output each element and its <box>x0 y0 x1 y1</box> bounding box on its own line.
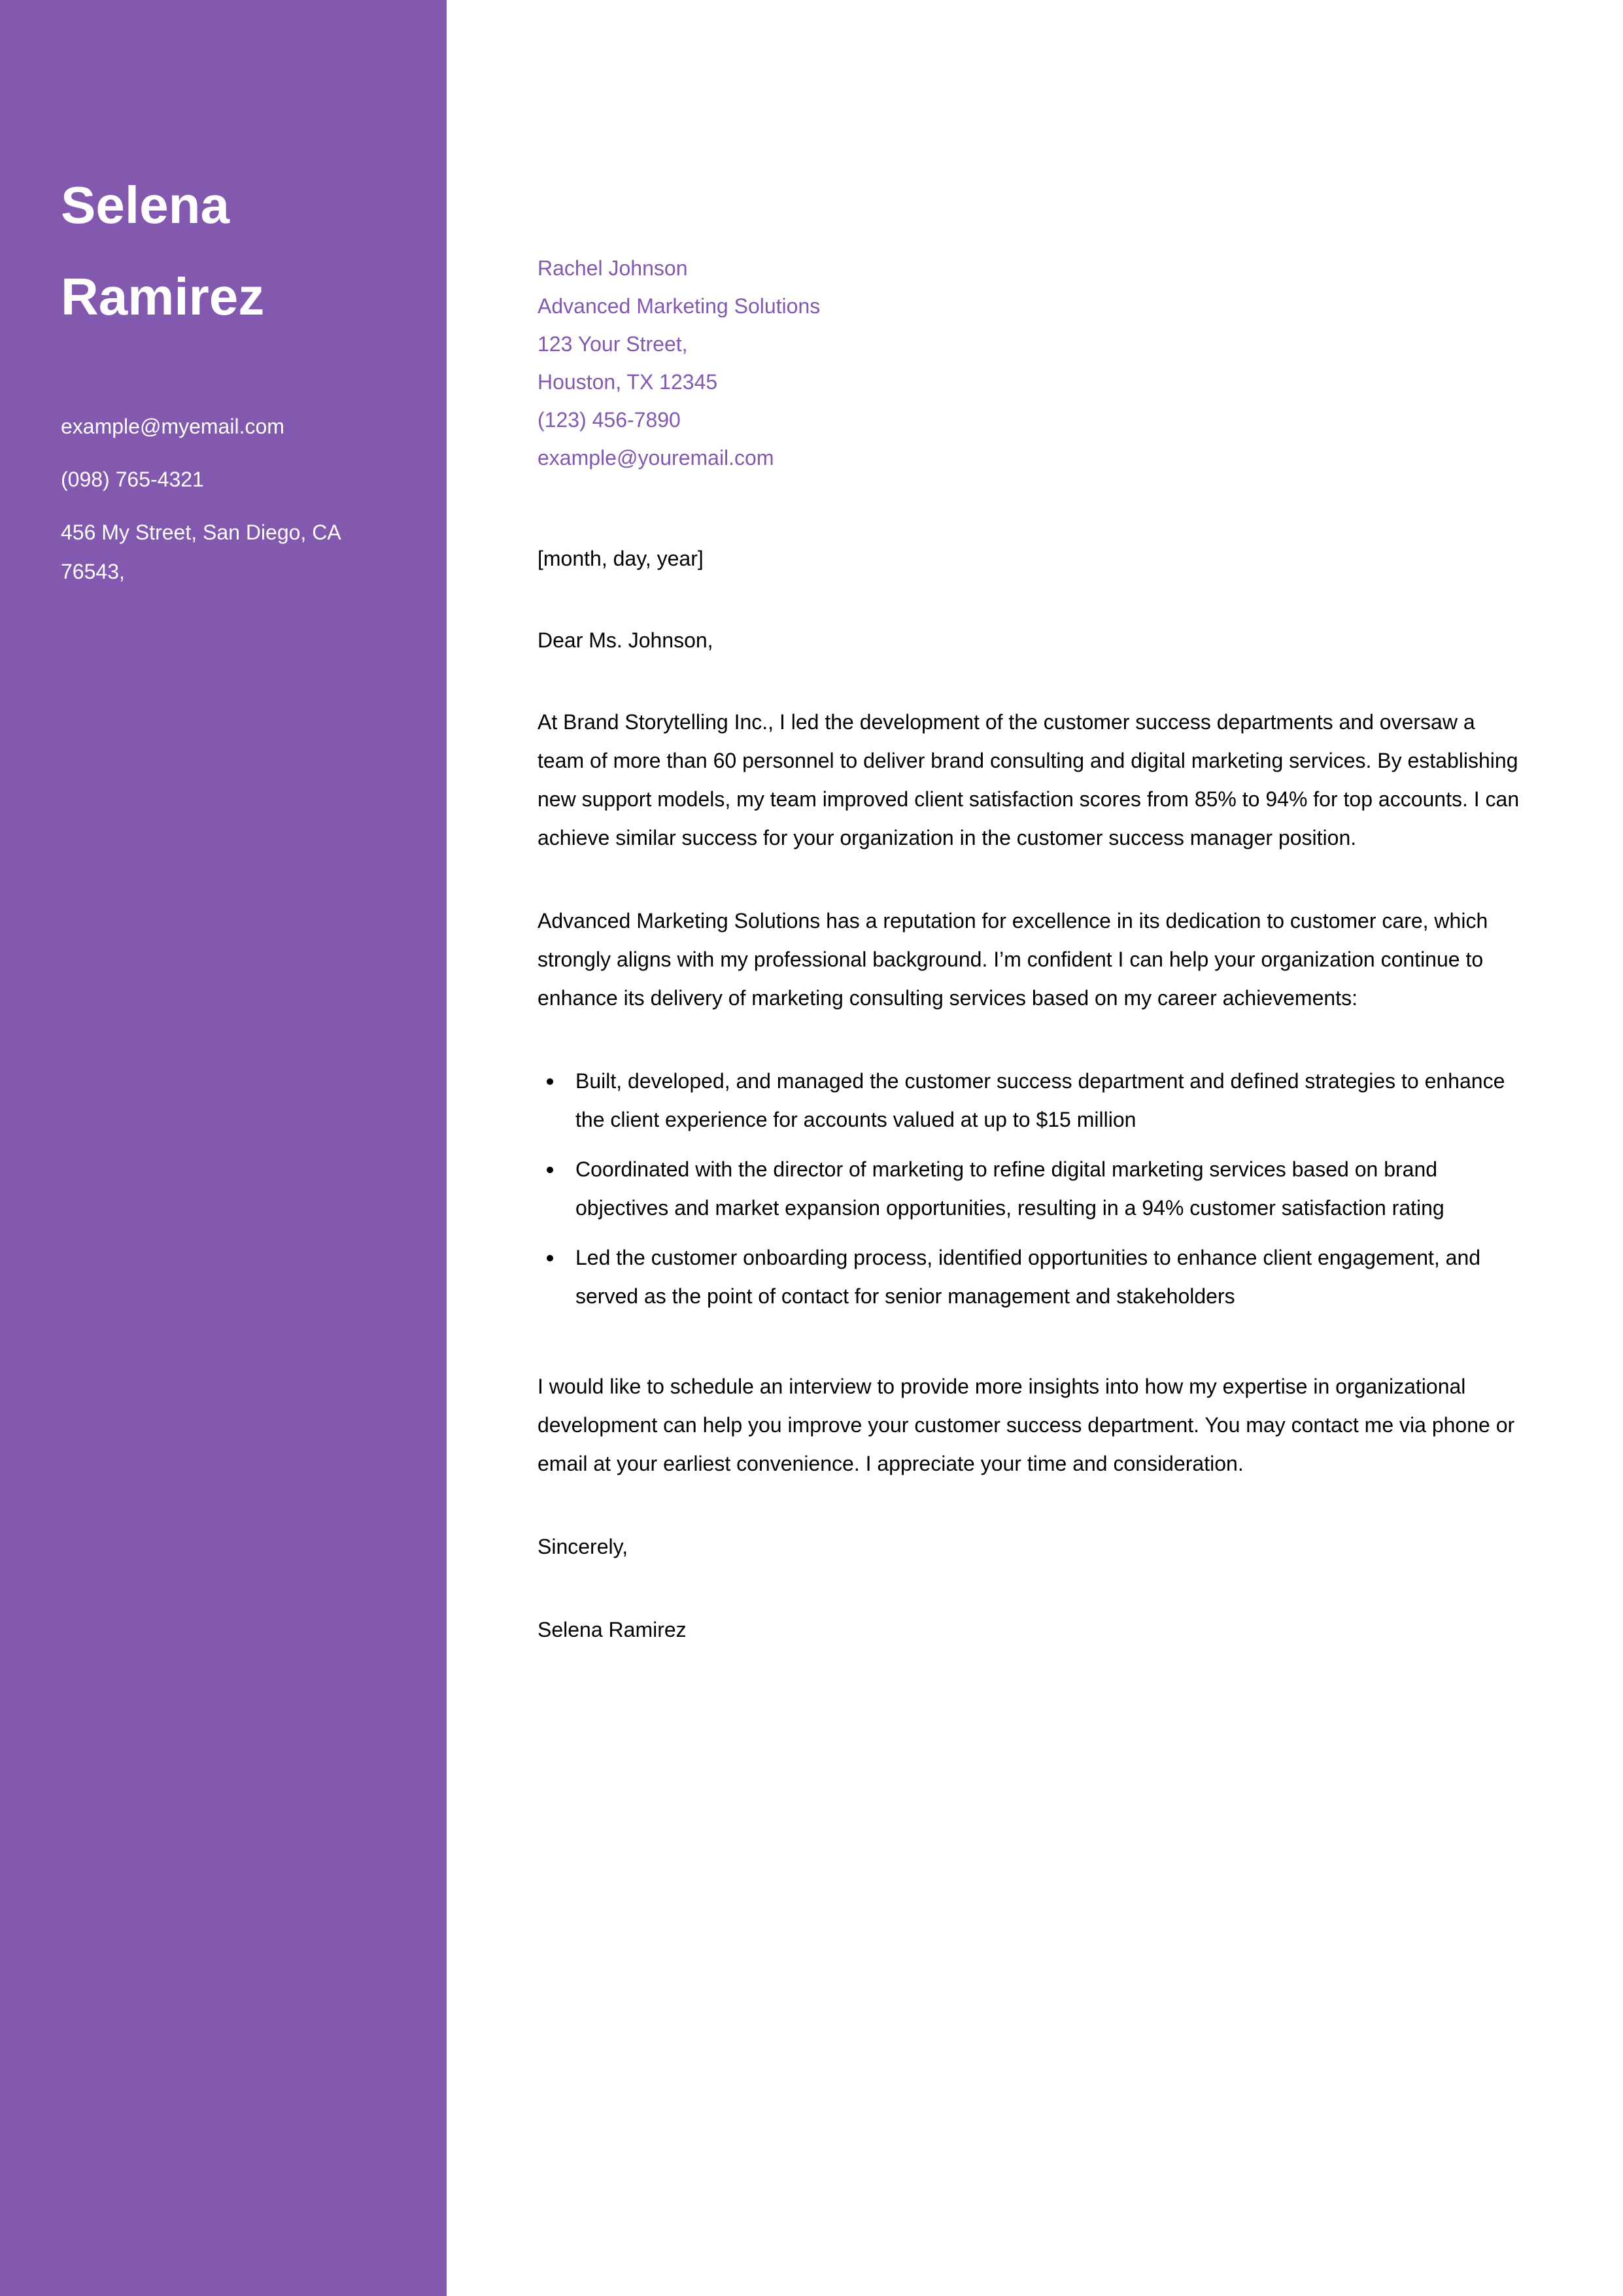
letter-date: [month, day, year] <box>538 547 704 570</box>
list-item <box>538 1062 1525 1139</box>
sender-last-name: Ramirez <box>61 267 265 326</box>
recipient-street: 123 Your Street, <box>538 332 688 356</box>
recipient-name: Rachel Johnson <box>538 256 688 280</box>
list-item-text: Led the customer onboarding process, identified opportunities to enhance client engagement, and served as the point of contact for senior management and stakeholders <box>575 1246 1481 1308</box>
letter-paragraph-1: At Brand Storytelling Inc., I led the development of the customer success departments and oversaw a team of more than 60 personnel to deliver brand consulting and digital marketing services. By establishing new support models, my team improved client satisfaction scores from 85% to 94% for top accounts. I can achieve similar success for your organization in the customer success manager position. <box>538 710 1520 849</box>
sender-email: example@myemail.com <box>61 415 284 438</box>
recipient-email: example@youremail.com <box>538 446 774 470</box>
recipient-company: Advanced Marketing Solutions <box>538 294 821 318</box>
letter-signature: Selena Ramirez <box>538 1618 687 1641</box>
list-item-text: Built, developed, and managed the customer success department and defined strategies to enhance the client experience for accounts valued at up to $15 million <box>575 1069 1505 1131</box>
bullet-icon <box>547 1167 553 1173</box>
letter-paragraph-3: I would like to schedule an interview to provide more insights into how my expertise in organizational development can help you improve your customer success department. You may contact me via phone or email at your earliest convenience. I appreciate your time and consideration. <box>538 1375 1515 1475</box>
sender-phone: (098) 765-4321 <box>61 468 204 491</box>
sidebar <box>0 0 447 2296</box>
letter-content <box>538 540 1525 1694</box>
sender-name <box>61 160 427 343</box>
sender-address <box>61 513 401 591</box>
recipient-block <box>538 249 820 477</box>
bullet-icon <box>547 1255 553 1261</box>
sender-first-name: Selena <box>61 176 230 234</box>
letter-paragraph-2: Advanced Marketing Solutions has a reputation for excellence in its dedication to customer care, which strongly aligns with my professional background. I’m confident I can help your organization continue to enhance its delivery of marketing consulting services based on my career achievements: <box>538 909 1488 1010</box>
bullet-icon <box>547 1078 553 1085</box>
list-item <box>538 1239 1525 1316</box>
list-item-text: Coordinated with the director of marketing to refine digital marketing services based on brand objectives and market expansion opportunities, resulting in a 94% customer satisfaction rating <box>575 1157 1444 1220</box>
recipient-city: Houston, TX 12345 <box>538 370 718 394</box>
sender-contact <box>61 407 401 605</box>
sender-address-line1: 456 My Street, San Diego, CA <box>61 521 341 544</box>
letter-salutation: Dear Ms. Johnson, <box>538 628 713 652</box>
recipient-phone: (123) 456-7890 <box>538 408 681 432</box>
letter-body <box>538 0 1525 2296</box>
sender-address-line2: 76543, <box>61 560 125 583</box>
achievement-list <box>538 1062 1525 1316</box>
list-item <box>538 1150 1525 1227</box>
letter-closing: Sincerely, <box>538 1535 628 1558</box>
